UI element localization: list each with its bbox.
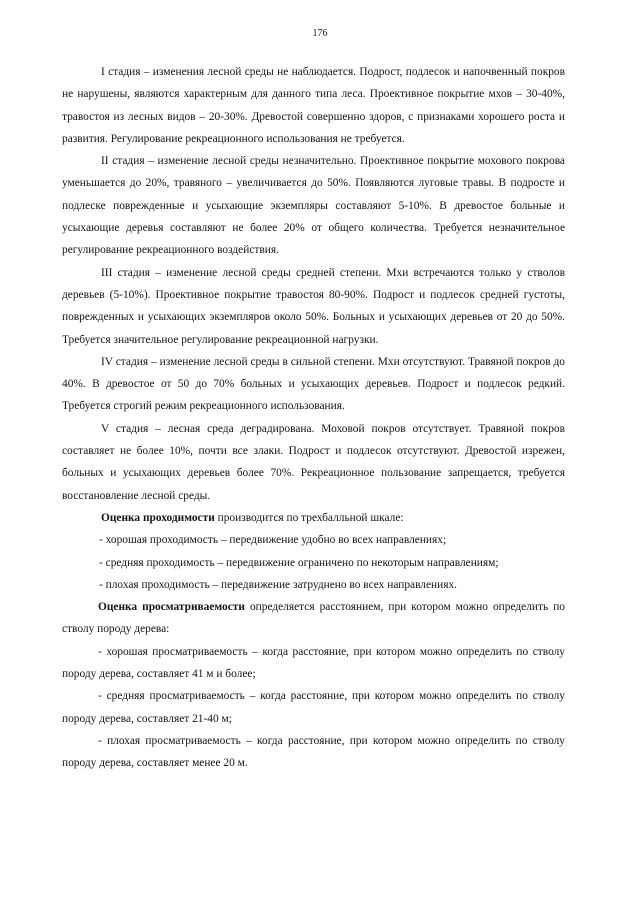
list-item-passability-good: - хорошая проходимость – передвижение удобно во всех направлениях; (99, 534, 447, 547)
visibility-intro-text: определяется расстоянием, при котором можно определить по стволу породу дерева: (62, 601, 565, 636)
list-item-passability-medium: - средняя проходимость – передвижение ограничено по некоторым направлениям; (99, 556, 499, 569)
paragraph-stage-1: I стадия – изменения лесной среды не наблюдается. Подрост, подлесок и напочвенный покров не нарушены, являются характерным для данного типа леса. Проективное покрытие мхов – 30-40%, травостоя из лесных видов – 20-30%. Древостой совершенно здоров, с признаками хорошего роста и развития. Регулирование рекреационного использования не требуется. (62, 66, 565, 145)
paragraph-stage-3: III стадия – изменение лесной среды средней степени. Мхи встречаются только у стволов деревьев (5-10%). Проективное покрытие травостоя 80-90%. Подрост и подлесок средней густоты, поврежденных и усыхающих экземпляров около 50%. Больных и усыхающих деревьев от 20 до 50%. Требуется значительное регулирование рекреационной нагрузки. (62, 266, 565, 346)
paragraph-stage-2: II стадия – изменение лесной среды незначительно. Проективное покрытие мохового покрова уменьшается до 20%, травяного – увеличивается до 50%. Появляются луговые травы. В подросте и подлеске поврежденные и усыхающие экземпляры составляют 5-10%. В древостое больные и усыхающие деревья составляют не более 20% от общего количества. Требуется незначительное регулирование рекреационного воздействия. (62, 155, 565, 257)
list-item-visibility-medium: - средняя просматриваемость – когда расстояние, при котором можно определить по стволу породу дерева, составляет 21-40 м; (62, 690, 565, 725)
list-item-visibility-poor: - плохая просматриваемость – когда расстояние, при котором можно определить по стволу породу дерева, составляет менее 20 м. (62, 734, 565, 770)
paragraph-visibility-intro (62, 596, 565, 641)
paragraph-passability-intro (62, 507, 565, 529)
list-item-passability-poor: - плохая проходимость – передвижение затруднено во всех направлениях. (99, 578, 458, 591)
passability-intro-text: производится по трехбалльной шкале: (214, 511, 404, 524)
paragraph-stage-4: IV стадия – изменение лесной среды в сильной степени. Мхи отсутствуют. Травяной покров до 40%. В древостое от 50 до 70% больных и усыхающих деревьев. Подрост и подлесок редкий. Требуется строгий режим рекреационного использования. (62, 355, 565, 413)
page-number: 176 (312, 28, 328, 39)
visibility-heading: Оценка просматриваемости (98, 601, 245, 614)
document-body (62, 61, 565, 775)
list-item-visibility-good: - хорошая просматриваемость – когда расстояние, при котором можно определить по стволу породу дерева, составляет 41 м и более; (62, 645, 565, 681)
paragraph-stage-5: V стадия – лесная среда деградирована. Моховой покров отсутствует. Травяной покров составляет не более 10%, почти все злаки. Подрост и подлесок отсутствуют. Древостой изрежен, больных и усыхающих деревьев более 70%. Рекреационное пользование запрещается, требуется восстановление лесной среды. (62, 422, 565, 502)
passability-heading: Оценка проходимости (101, 511, 215, 524)
